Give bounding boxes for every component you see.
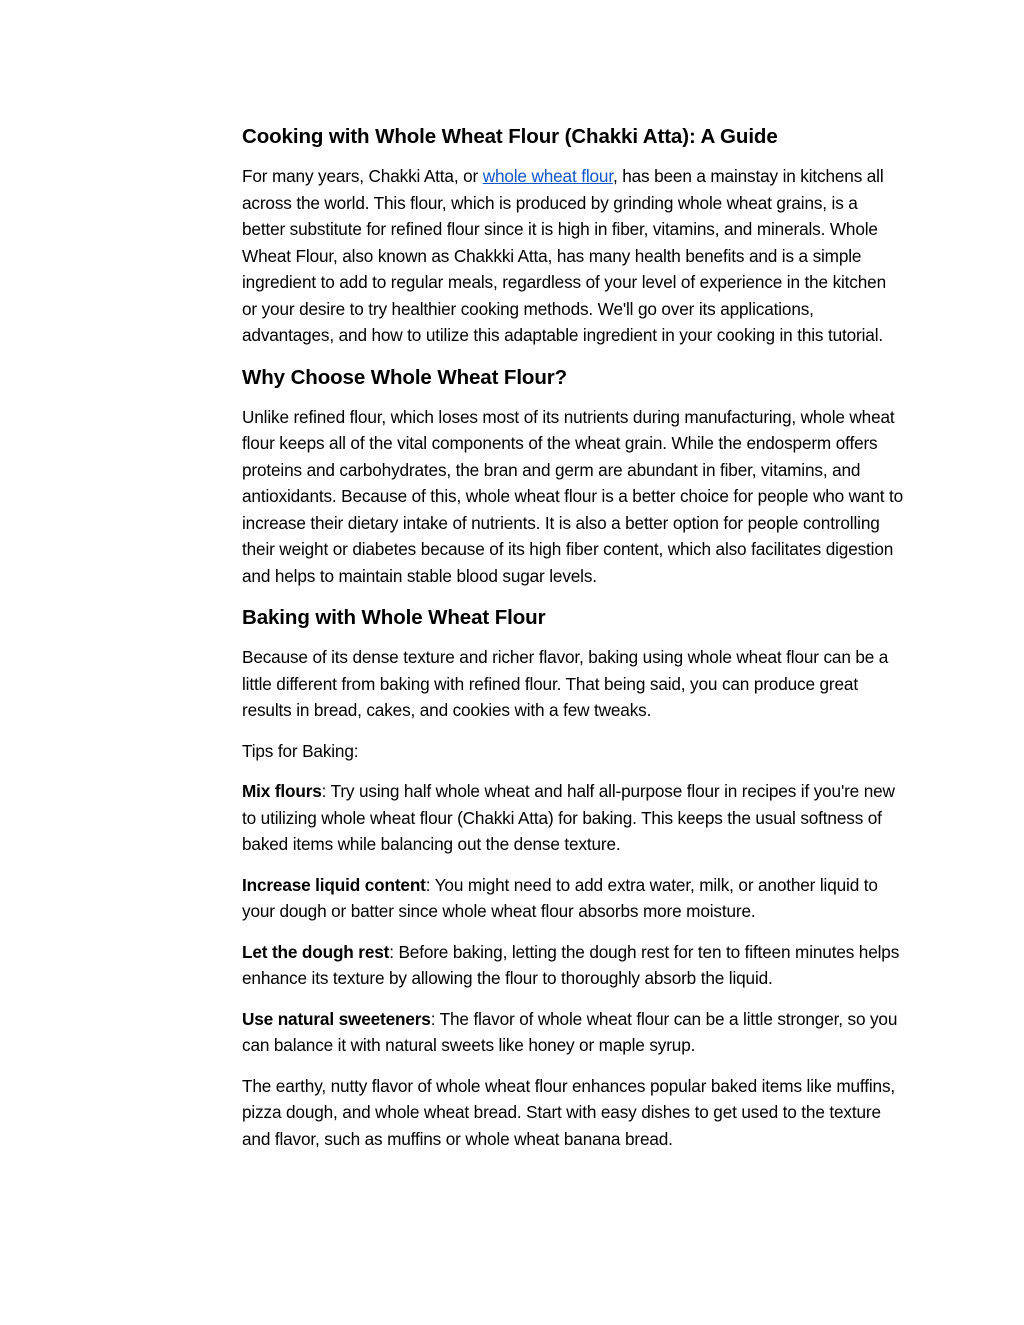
tip-term: Increase liquid content <box>242 874 426 895</box>
tips-label: Tips for Baking: <box>242 740 359 761</box>
section-body-why-choose: Unlike refined flour, which loses most of its nutrients during manufacturing, whole wheat flour keeps all of the vital components of the wheat grain. While the endosperm offers proteins and carbohydrates, the bran and germ are abundant in fiber, vitamins, and antioxidants. Because of this, whole wheat flour is a better choice for people who want to increase their dietary intake of nutrients. It is also a better option for people controlling their weight or diabetes because of its high fiber content, which also facilitates digestion and helps to maintain stable blood sugar levels. <box>242 406 904 586</box>
intro-paragraph <box>242 163 904 349</box>
tip-item-mix-flours <box>242 778 904 858</box>
section-body-baking: Because of its dense texture and richer flavor, baking using whole wheat flour can be a little different from baking with refined flour. That being said, you can produce great results in bread, cakes, and cookies with a few tweaks. <box>242 647 889 720</box>
tip-text: : The flavor of whole wheat flour can be a little stronger, so you can balance it with natural sweets like honey or maple syrup. <box>242 1008 898 1055</box>
tip-text: : Before baking, letting the dough rest for ten to fifteen minutes helps enhance its texture by allowing the flour to thoroughly absorb the liquid. <box>242 941 900 988</box>
section-heading-why-choose: Why Choose Whole Wheat Flour? <box>242 365 568 389</box>
tip-term: Use natural sweeteners <box>242 1008 431 1029</box>
intro-text-before-link: For many years, Chakki Atta, or <box>242 166 483 186</box>
tip-item-let-dough-rest <box>242 939 904 992</box>
tip-item-increase-liquid <box>242 872 904 925</box>
page-title: Cooking with Whole Wheat Flour (Chakki Atta): A Guide <box>242 125 778 148</box>
closing-paragraph: The earthy, nutty flavor of whole wheat flour enhances popular baked items like muffins, pizza dough, and whole wheat bread. Start with easy dishes to get used to the texture and flavor, such as muffins or whole wheat banana bread. <box>242 1075 896 1149</box>
whole-wheat-flour-link[interactable]: whole wheat flour <box>482 166 613 186</box>
tip-term: Mix flours <box>242 781 322 801</box>
tip-item-natural-sweeteners <box>242 1006 904 1059</box>
tip-term: Let the dough rest <box>242 941 390 962</box>
document-page <box>242 122 904 1166</box>
tip-text: : You might need to add extra water, milk, or another liquid to your dough or batter since whole wheat flour absorbs more moisture. <box>242 874 878 921</box>
section-heading-baking: Baking with Whole Wheat Flour <box>242 606 546 629</box>
intro-text-after-link: , has been a mainstay in kitchens all across the world. This flour, which is produced by grinding whole wheat grains, is a better substitute for refined flour since it is high in fiber, vitamins, and minerals. Whole Wheat Flour, also known as Chakkki Atta, has many health benefits and is a simple ingredient to add to regular meals, regardless of your level of experience in the kitchen or your desire to try healthier cooking methods. We'll go over its applications, advantages, and how to utilize this adaptable ingredient in your cooking in this tutorial. <box>242 166 886 345</box>
tip-text: : Try using half whole wheat and half all-purpose flour in recipes if you're new to utilizing whole wheat flour (Chakki Atta) for baking. This keeps the usual softness of baked items while balancing out the dense texture. <box>242 781 895 854</box>
